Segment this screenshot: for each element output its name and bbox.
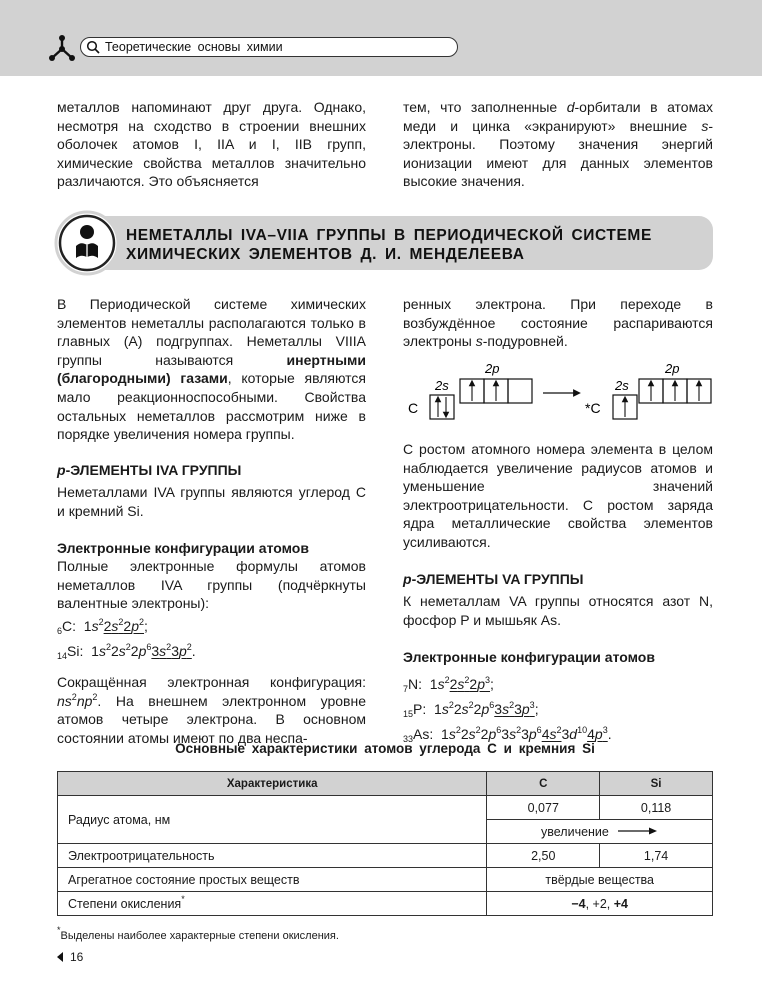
row-oxidation-value: −4, +2, +4 <box>487 892 713 916</box>
ground-c-label: C <box>408 400 419 416</box>
row-electronegativity-label: Электроотрицательность <box>58 844 487 868</box>
table-caption: Основные характеристики атомов углерода C и кремния Si <box>175 741 595 756</box>
heading-config-va: Электронные конфигурации атомов <box>403 649 655 666</box>
row-radius-c: 0,077 <box>487 796 600 820</box>
right-column-lower <box>403 440 713 745</box>
arrow-right-icon <box>618 826 658 836</box>
formula-arsenic: $_{33}$As: $1s^22s^22p^63s^23p^64s^23d^{10}4p^3$. <box>403 724 612 744</box>
heading-config-iva: Электронные конфигурации атомов <box>57 539 309 556</box>
table-row <box>58 892 713 916</box>
characteristics-table <box>57 771 713 916</box>
header-characteristic: Характеристика <box>58 772 487 796</box>
row-oxidation-label: Степени окисления* <box>58 892 487 916</box>
footnote: *Выделены наиболее характерные степени окисления. <box>57 925 339 942</box>
trend-text: С ростом атомного номера элемента в целом наблюдается увеличение радиусов атомов и уменьшение значений электроотрицательности. С ростом заряда ядра металлические свойства элементов усиливаются. <box>403 441 713 550</box>
excitation-text: ренных электрона. При переходе в возбуждённое состояние распариваются электроны s-подуровней. <box>403 296 713 350</box>
page-number: 16 <box>57 950 83 964</box>
heading-va: p-ЭЛЕМЕНТЫ VA ГРУППЫ <box>403 570 584 587</box>
table-header-row <box>58 772 713 796</box>
left-column <box>57 295 366 747</box>
excited-p-label: 2p <box>665 362 680 376</box>
header-si: Si <box>600 772 713 796</box>
heading-iva: p-ЭЛЕМЕНТЫ IVA ГРУППЫ <box>57 461 242 478</box>
nonmetals-intro: В Периодической системе химических элементов неметаллы располагаются только в главных (А) подгруппах. Неметаллы VIIIA группы называются инертными (благородными) газами, которые являются мало реакционноспособными. Свойства остальных неметаллов рассмотрим ниже в порядке увеличения номера группы. <box>57 296 366 443</box>
intro-left-text: металлов напоминают друг друга. Однако, несмотря на сходство в строении внешних оболочек атомов I, IIA и I, IIB групп, химические свойства металлов значительно различаются. Это объясняется <box>57 99 366 190</box>
triangle-left-icon <box>57 952 63 962</box>
table-row <box>58 796 713 820</box>
row-radius-si: 0,118 <box>600 796 713 820</box>
formula-phosphorus: $_{15}$P: $1s^22s^22p^63s^23p^3$; <box>403 699 539 719</box>
section-title: НЕМЕТАЛЛЫ IVA–VIIA ГРУППЫ В ПЕРИОДИЧЕСКОЙ СИСТЕМЕ ХИМИЧЕСКИХ ЭЛЕМЕНТОВ Д. И. МЕНДЕЛЕЕВА <box>126 227 652 263</box>
iva-members: Неметаллами IVA группы являются углерод C и кремний Si. <box>57 484 366 519</box>
reader-icon <box>54 210 120 276</box>
orbital-diagram <box>403 362 713 434</box>
row-electronegativity-c: 2,50 <box>487 844 600 868</box>
row-electronegativity-si: 1,74 <box>600 844 713 868</box>
search-icon <box>86 40 100 54</box>
row-state-label: Агрегатное состояние простых веществ <box>58 868 487 892</box>
va-members: К неметаллам VA группы относятся азот N, фосфор P и мышьяк As. <box>403 593 713 628</box>
short-config: Сокращённая электронная конфигурация: $ns^2np^2$. На внешнем электронном уровне атомов четыре электрона. В основном состоянии атомы имеют по два неспа- <box>57 673 366 746</box>
search-field[interactable] <box>80 37 458 57</box>
ground-s-label: 2s <box>435 378 449 393</box>
intro-left <box>57 98 366 191</box>
formula-nitrogen: $_7$N: $1s^22s^22p^3$; <box>403 674 494 694</box>
intro-right <box>403 98 713 191</box>
formula-carbon: $_6$C: $1s^22s^22p^2$; <box>57 616 148 636</box>
table-row <box>58 868 713 892</box>
header-c: C <box>487 772 600 796</box>
right-column <box>403 295 713 351</box>
full-formulas-intro: Полные электронные формулы атомов неметаллов IVA группы (подчёркнуты валентные электроны): <box>57 558 366 612</box>
intro-right-text: тем, что заполненные d-орбитали в атомах меди и цинка «экранируют» внешние s-электроны. Поэтому значения энергий ионизации имеют для данных элементов высокие значения. <box>403 99 713 190</box>
excited-s-label: 2s <box>615 378 629 393</box>
excited-c-label: *C <box>585 400 601 416</box>
row-state-value: твёрдые вещества <box>487 868 713 892</box>
formula-silicon: $_{14}$Si: $1s^22s^22p^63s^23p^2$. <box>57 641 196 661</box>
row-radius-trend: увеличение <box>487 820 713 844</box>
row-radius-label: Радиус атома, нм <box>58 796 487 844</box>
molecule-logo-icon <box>47 34 77 64</box>
table-row <box>58 844 713 868</box>
search-text: Теоретические основы химии <box>105 40 283 54</box>
ground-p-label: 2p <box>485 362 500 376</box>
